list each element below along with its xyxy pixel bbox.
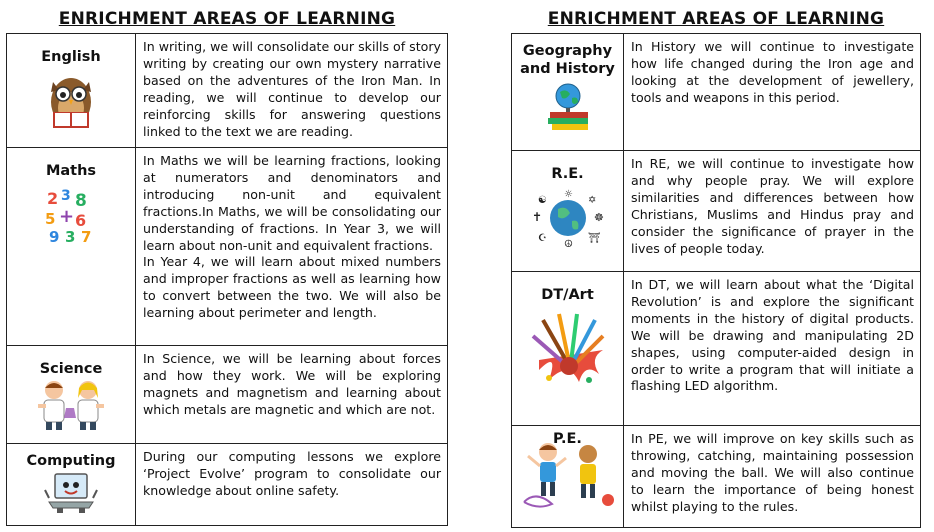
svg-text:9: 9 (49, 228, 60, 246)
description-cell (624, 34, 921, 151)
description-text: In History we will continue to investigate how life changed during the Iron age and looking at the development of jewellery, tools and weapons in this period. (631, 39, 914, 105)
table-row (512, 34, 921, 151)
owl-reading-book-icon (43, 72, 99, 132)
svg-text:☼: ☼ (563, 189, 573, 200)
table-row (7, 34, 448, 148)
description-text: In writing, we will consolidate our skills of story writing by creating our own mystery narrative based on the adventures of the Iron Man. In reading, we will continue to develop our reinforcing skills for answering questions linked to the text we are reading. (143, 39, 441, 139)
svg-text:3: 3 (61, 188, 71, 204)
svg-text:5: 5 (45, 210, 56, 228)
subject-name: P.E. (553, 431, 582, 447)
subject-cell (7, 346, 136, 444)
panel-title: ENRICHMENT AREAS OF LEARNING (58, 9, 396, 29)
description-text: In Year 4, we will learn about mixed numbers and improper fractions as well as learning how to convert between the two. We will also be learning about perimeter and length. (143, 254, 441, 321)
description-text: In Maths we will be learning fractions, looking at numerators and denominators and introducing non-unit and equivalent fractions.In Maths, we will be consolidating our understanding of fractions. In Year 3, we will learn about non-unit and equivalent fractions. (143, 153, 441, 253)
svg-text:☪: ☪ (537, 233, 547, 244)
description-text: In RE, we will continue to investigate how and why people pray. We will explore similarities and differences between how Christians, Muslims and Hindus pray and consider the significance of prayer in the lives of people today. (631, 156, 914, 256)
svg-text:☸: ☸ (593, 211, 604, 224)
learning-areas-table (6, 33, 448, 526)
description-text: In PE, we will improve on key skills such as throwing, catching, maintaining possession and moving the ball. We will also continue to learn the importance of being honest whilst playing to the rules. (631, 431, 914, 514)
description-text: During our computing lessons we explore ‘Project Evolve’ program to consolidate our knowledge about online safety. (143, 449, 441, 498)
description-cell (624, 426, 921, 528)
svg-text:8: 8 (75, 191, 87, 211)
earth-religious-symbols-icon (530, 187, 606, 249)
description-text: In DT, we will learn about what the ‘Digital Revolution’ is and explore the significant moments in the history of digital products. We will be drawing and manipulating 2D shapes, using computer-aided design in order to write a program that will initiate a flashing LED algorithm. (631, 277, 914, 394)
scientist-children-icon (36, 378, 106, 430)
subject-name: Maths (45, 163, 97, 179)
art-brushes-splash-icon (529, 310, 607, 386)
subject-cell (512, 151, 624, 272)
subject-name: Geography and History (520, 43, 615, 77)
svg-text:☯: ☯ (537, 195, 547, 206)
table-row (7, 148, 448, 346)
subject-name: English (41, 49, 101, 65)
subject-cell (512, 426, 624, 528)
svg-text:7: 7 (81, 228, 92, 246)
globe-on-books-icon (542, 82, 594, 132)
svg-text:☮: ☮ (563, 239, 573, 250)
table-row (7, 346, 448, 444)
description-cell (136, 34, 448, 148)
subject-name: Science (39, 361, 103, 377)
svg-text:✝: ✝ (531, 210, 542, 224)
subject-cell (7, 34, 136, 148)
table-row (512, 151, 921, 272)
subject-name: R.E. (551, 166, 584, 182)
description-cell (136, 346, 448, 444)
learning-areas-table (511, 33, 921, 528)
svg-text:2: 2 (47, 189, 59, 208)
description-cell (624, 272, 921, 426)
svg-text:+: + (59, 206, 75, 227)
numbers-icon (43, 186, 99, 244)
svg-text:6: 6 (75, 211, 87, 230)
table-row (512, 426, 921, 528)
table-row (7, 444, 448, 526)
svg-text:⛩: ⛩ (587, 233, 601, 244)
subject-cell (7, 148, 136, 346)
description-cell (624, 151, 921, 272)
description-cell (136, 148, 448, 346)
table-row (512, 272, 921, 426)
subject-name: DT/Art (541, 287, 594, 303)
description-cell (136, 444, 448, 526)
description-text: In Science, we will be learning about forces and how they work. We will be exploring magnets and magnetism and learning about which metals are magnetic and which are not. (143, 351, 441, 417)
laptop-character-icon (45, 472, 97, 514)
subject-cell (512, 272, 624, 426)
subject-cell (7, 444, 136, 526)
subject-cell (512, 34, 624, 151)
svg-text:3: 3 (65, 228, 76, 246)
svg-text:✡: ✡ (587, 195, 596, 206)
subject-name: Computing (26, 453, 116, 469)
panel-title: ENRICHMENT AREAS OF LEARNING (547, 9, 885, 29)
children-playing-ball-icon (522, 440, 614, 512)
